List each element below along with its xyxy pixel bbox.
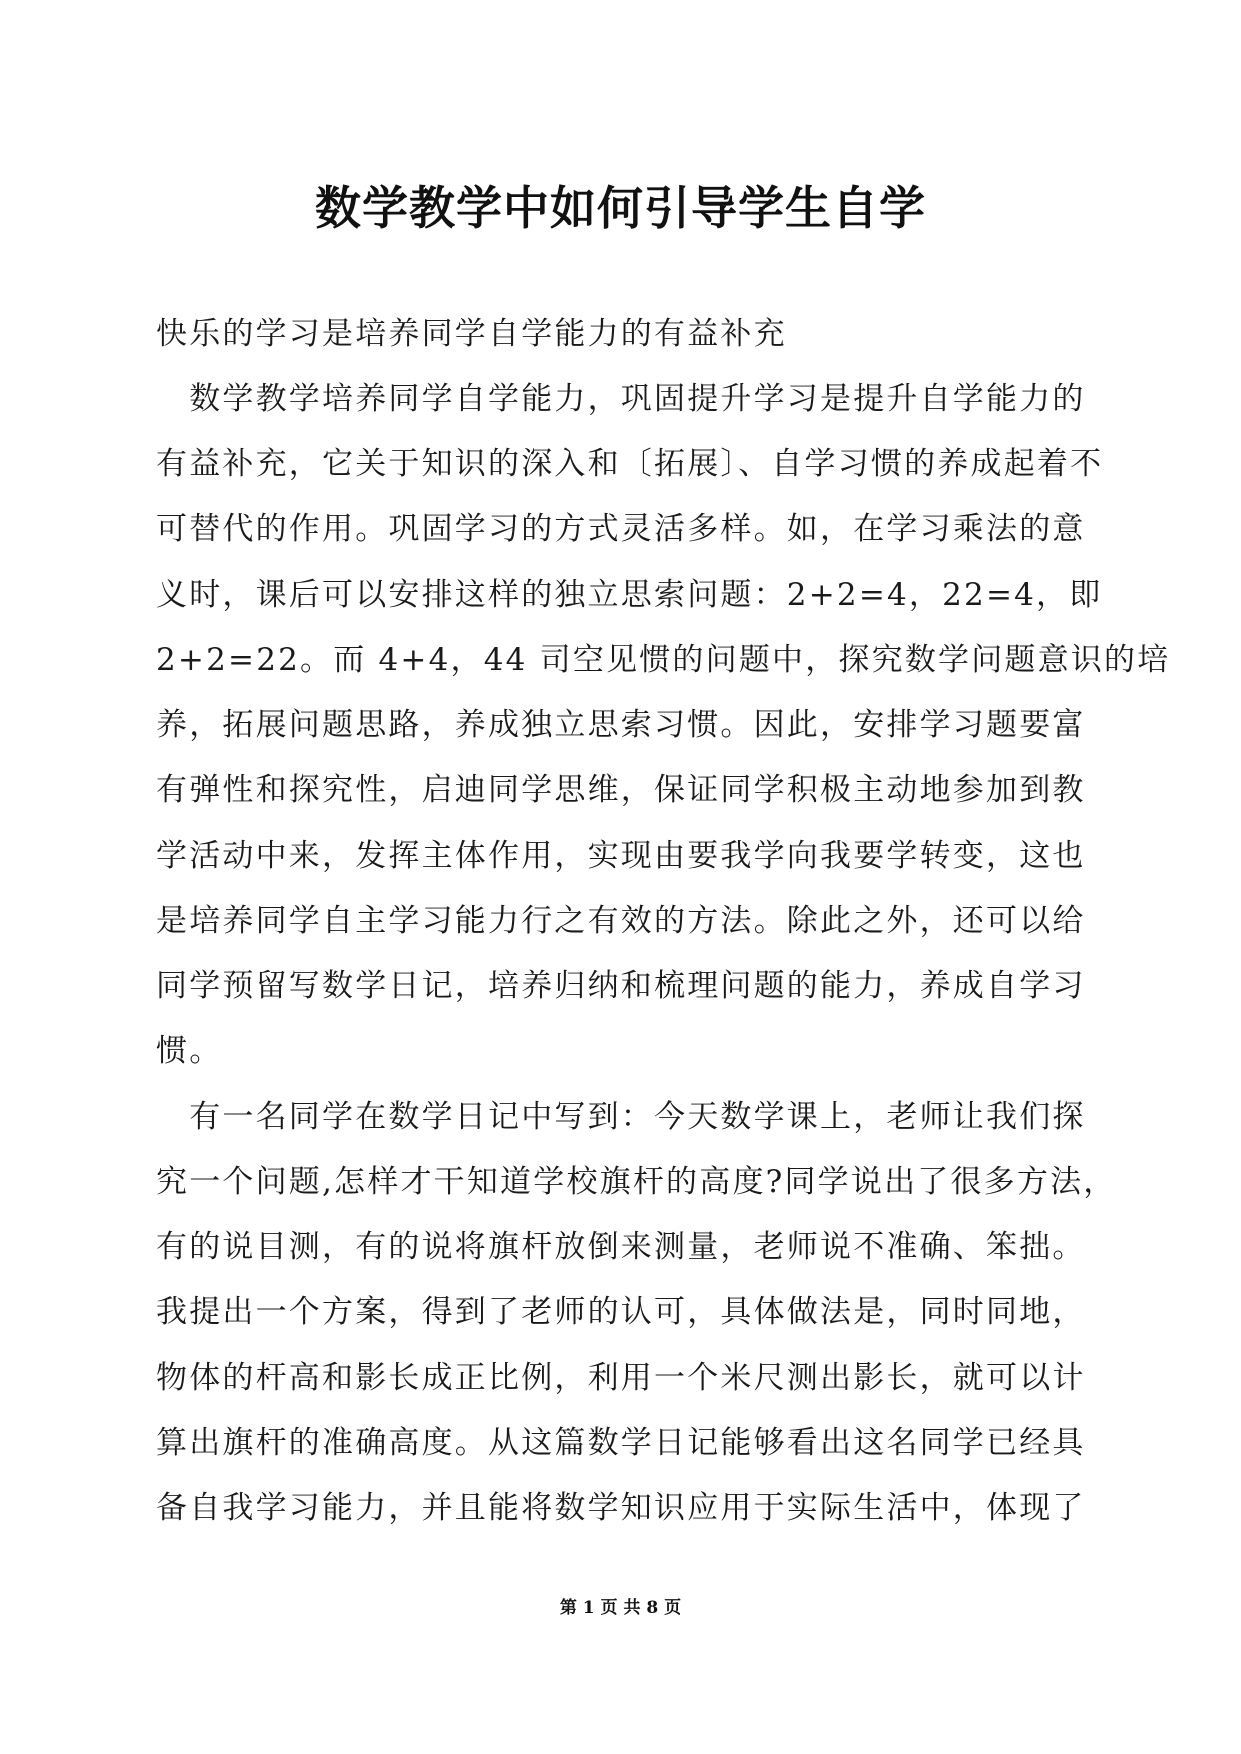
- text-line: 是培养同学自主学习能力行之有效的方法。除此之外，还可以给: [156, 903, 1086, 939]
- text-line: 算出旗杆的准确高度。从这篇数学日记能够看出这名同学已经具: [156, 1425, 1086, 1461]
- text-line: 2+2=22。而 4+4，44 司空见惯的问题中，探究数学问题意识的培: [156, 642, 1171, 678]
- page-number-footer: 第 1 页 共 8 页: [559, 1598, 682, 1618]
- text-line: 惯。: [156, 1033, 223, 1069]
- text-line: 可替代的作用。巩固学习的方式灵活多样。如，在学习乘法的意: [156, 511, 1086, 547]
- text-line: 数学教学培养同学自学能力，巩固提升学习是提升自学能力的: [156, 381, 1086, 417]
- text-line: 我提出一个方案，得到了老师的认可，具体做法是，同时同地，: [156, 1294, 1086, 1330]
- text-line: 学活动中来，发挥主体作用，实现由要我学向我要学转变，这也: [156, 838, 1086, 874]
- text-line: 有的说目测，有的说将旗杆放倒来测量，老师说不准确、笨拙。: [156, 1229, 1086, 1265]
- text-line: 备自我学习能力，并且能将数学知识应用于实际生活中，体现了: [156, 1490, 1086, 1526]
- text-line: 有弹性和探究性，启迪同学思维，保证同学积极主动地参加到教: [156, 772, 1086, 808]
- text-line: 究一个问题,怎样才干知道学校旗杆的高度?同学说出了很多方法，: [156, 1164, 1117, 1200]
- text-line: 物体的杆高和影长成正比例，利用一个米尺测出影长，就可以计: [156, 1360, 1086, 1396]
- text-line: 快乐的学习是培养同学自学能力的有益补充: [156, 316, 787, 352]
- document-title: 数学教学中如何引导学生自学: [315, 181, 926, 235]
- text-line: 有益补充，它关于知识的深入和〔拓展〕、自学习惯的养成起着不: [156, 446, 1104, 482]
- text-line: 有一名同学在数学日记中写到：今天数学课上，老师让我们探: [156, 1099, 1086, 1135]
- text-line: 义时，课后可以安排这样的独立思索问题：2+2=4，22=4，即: [156, 577, 1103, 613]
- text-line: 养，拓展问题思路，养成独立思索习惯。因此，安排学习题要富: [156, 707, 1086, 743]
- text-line: 同学预留写数学日记，培养归纳和梳理问题的能力，养成自学习: [156, 968, 1086, 1004]
